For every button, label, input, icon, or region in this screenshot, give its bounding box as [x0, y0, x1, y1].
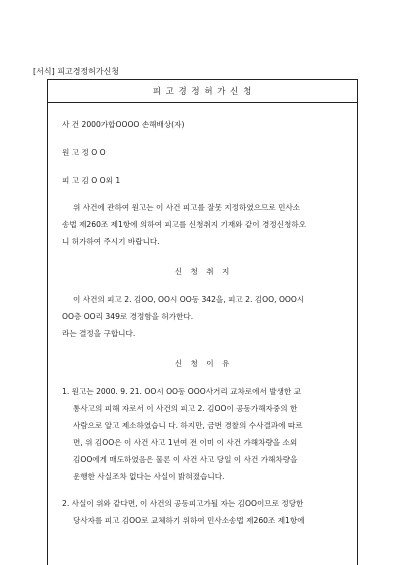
- case-line: 사 건 2000가합OOOO 손해배상(자): [62, 120, 185, 129]
- reason-line: 사람으로 알고 제소하였습니 다. 하지만, 금번 경찰의 수사결과에 따르: [73, 421, 303, 430]
- defendant-line: 피 고 김 O O외 1: [62, 176, 121, 185]
- reason-line: 1. 원고는 2000. 9. 21. OO시 OO동 OOO사거리 교차로에서 발생한 교: [62, 387, 301, 396]
- reason-line: 김OO에게 매도하였음은 물론 이 사건 사고 당일 이 사건 가해차량을: [73, 455, 298, 464]
- form-label: [서식] 피고경정허가신청: [33, 67, 120, 76]
- reason-line: 운행한 사실조차 없다는 사실이 밝혀졌습니다.: [73, 472, 225, 481]
- intro-line: 니 허가하여 주시기 바랍니다.: [62, 237, 160, 246]
- reason-heading: 신 청 이 유: [174, 359, 233, 368]
- intro-line: 위 사건에 관하여 원고는 이 사건 피고를 잘못 지정하였으므로 민사소: [73, 203, 301, 212]
- reason-item-2: [62, 495, 345, 529]
- document-title: 피 고 경 정 허 가 신 청: [48, 80, 357, 103]
- purpose-line: 이 사건의 피고 2. 김OO, OO시 OO동 342을, 피고 2. 김OO, OOO시: [73, 295, 305, 304]
- document-content: [48, 103, 357, 529]
- document-box: [47, 79, 358, 565]
- intro-paragraph: [62, 199, 345, 250]
- intro-line: 송법 제260조 제1항에 의하여 피고를 신청취지 기재와 같이 경정신청하오: [62, 220, 307, 229]
- purpose-line: 라는 결정을 구합니다.: [62, 329, 136, 338]
- reason-line: 2. 사실이 위와 같다면, 이 사건의 공동피고가될 자는 김OO이므로 정당한: [62, 499, 304, 508]
- reason-line: 면, 위 김OO은 이 사건 사고 1년여 전 이미 이 사건 가해차량을 소외: [73, 438, 298, 447]
- purpose-line: OO층 OO리 349로 경정함을 허가한다.: [62, 312, 194, 321]
- purpose-heading: 신 청 취 지: [174, 267, 233, 276]
- reason-line: 당사자를 피고 김OO로 교체하기 위하여 민사소송법 제260조 제1항에: [73, 516, 305, 525]
- reason-line: 통사고의 피해 자로서 이 사건의 피고 2. 김OO이 공동가해자중의 한: [73, 404, 298, 413]
- plaintiff-line: 원 고 정 O O: [62, 148, 106, 157]
- reason-item-1: [62, 383, 345, 485]
- purpose-paragraph: [62, 291, 345, 342]
